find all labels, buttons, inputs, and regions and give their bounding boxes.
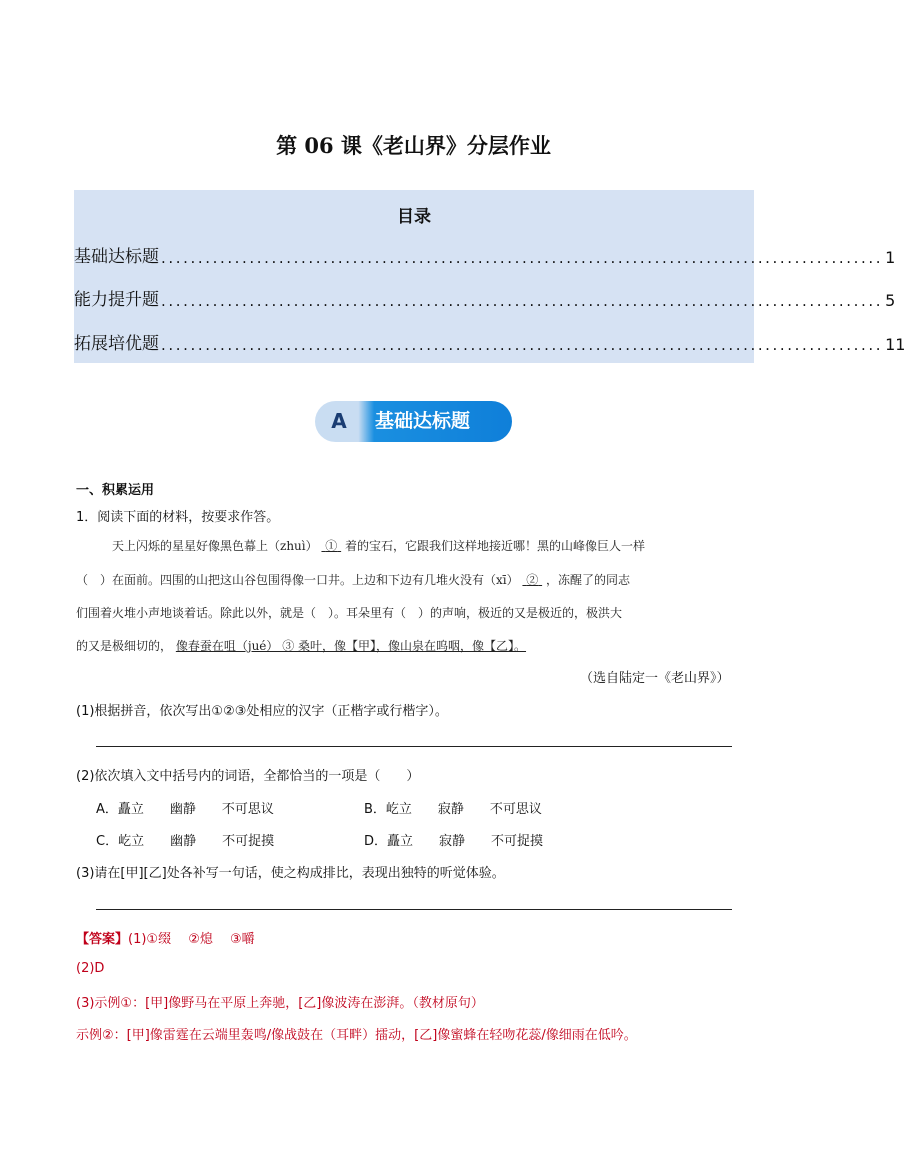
toc-item-page: 5 <box>885 291 896 310</box>
passage-line <box>76 571 752 588</box>
passage-text: 们围着火堆小声地谈着话。除此以外，就是（ ）。耳朵里有（ ）的声响，极近的又是极近的，极洪大 <box>76 606 623 620</box>
blank-marker: ① <box>325 539 338 553</box>
passage-text: 的又是极细切的， <box>76 639 173 653</box>
toc-item-page: 1 <box>885 248 896 267</box>
option-b[interactable]: B．屹立 寂静 不可思议 <box>364 802 542 817</box>
toc-leader-dots: .................................................................................................. <box>161 292 884 310</box>
sub-question: (1)根据拼音，依次写出①②③处相应的汉字（正楷字或行楷字）。 <box>76 704 448 719</box>
table-of-contents <box>74 190 905 363</box>
badge-letter: A <box>331 409 347 433</box>
sub-question: (2)依次填入文中括号内的词语，全都恰当的一项是（ ） <box>76 769 420 784</box>
answer-text: (3)示例①：[甲]像野马在平原上奔驰，[乙]像波涛在澎湃。（教材原句） <box>76 996 484 1011</box>
passage-text: （ ）在面前。四围的山把这山谷包围得像一口井。上边和下边有几堆火没有（xī） <box>76 573 519 587</box>
toc-leader-dots: .................................................................................................. <box>161 249 884 267</box>
answer-text: (2)D <box>76 961 105 976</box>
toc-leader-dots: .................................................................................................. <box>161 336 884 354</box>
question-prompt: 1．阅读下面的材料，按要求作答。 <box>76 510 280 525</box>
sub-question: (3)请在[甲][乙]处各补写一句话，使之构成排比，表现出独特的听觉体验。 <box>76 866 505 881</box>
toc-item-label: 能力提升题 <box>74 290 159 310</box>
answer-text: (1)①缀 ②熄 ③嚼 <box>128 932 255 947</box>
passage-text: 着的宝石，它跟我们这样地接近哪！黑的山峰像巨人一样 <box>344 539 645 553</box>
toc-item[interactable] <box>74 286 896 310</box>
answer-line-1 <box>76 928 255 947</box>
toc-item[interactable] <box>74 243 896 267</box>
passage-line <box>76 604 752 621</box>
badge-text: 基础达标题 <box>375 410 471 432</box>
toc-heading: 目录 <box>397 207 431 227</box>
passage-line <box>76 637 752 654</box>
blank-marker: ② <box>526 573 539 587</box>
passage-source: （选自陆定一《老山界》） <box>580 671 730 686</box>
toc-item-label: 基础达标题 <box>74 247 159 267</box>
toc-item-page: 11 <box>885 335 905 354</box>
passage-text: ，冻醒了的同志 <box>545 573 630 587</box>
option-d[interactable]: D．矗立 寂静 不可捉摸 <box>364 834 544 849</box>
option-c[interactable]: C．屹立 幽静 不可捉摸 <box>96 834 275 849</box>
passage-text: 天上闪烁的星星好像黑色幕上（zhuì） <box>112 539 318 553</box>
underlined-text: 像春蚕在咀（jué） ③ 桑叶，像【甲】，像山泉在呜咽，像【乙】。 <box>175 639 527 653</box>
page-title: 第 06 课《老山界》分层作业 <box>276 133 551 158</box>
answer-line[interactable] <box>96 909 732 910</box>
passage-line <box>76 537 752 554</box>
toc-item[interactable] <box>74 330 905 354</box>
option-a[interactable]: A．矗立 幽静 不可思议 <box>96 802 274 817</box>
answer-text: 示例②：[甲]像雷霆在云端里轰鸣/像战鼓在（耳畔）擂动，[乙]像蜜蜂在轻吻花蕊/像细雨在低吟。 <box>76 1028 637 1043</box>
toc-item-label: 拓展培优题 <box>74 334 159 354</box>
section-badge <box>315 401 512 442</box>
answer-tag: 【答案】 <box>76 932 129 947</box>
answer-line[interactable] <box>96 746 732 747</box>
section-heading: 一、积累运用 <box>76 483 155 498</box>
